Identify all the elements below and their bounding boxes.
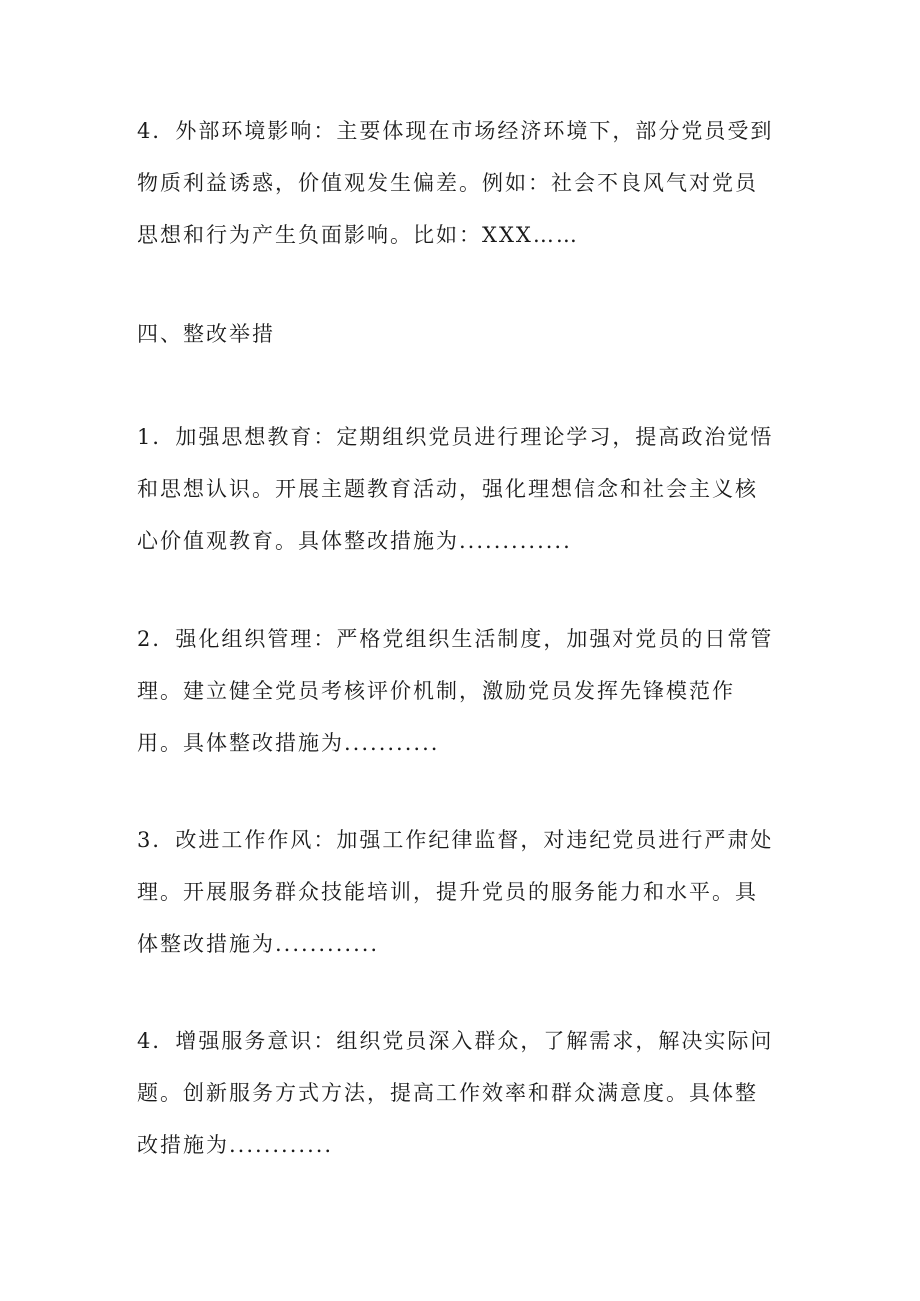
measure-paragraph-4 bbox=[137, 1015, 787, 1171]
paragraph-line: 3．改进工作作风：加强工作纪律监督，对违纪党员进行严肃处 bbox=[137, 828, 774, 852]
paragraph-line: 理。开展服务群众技能培训，提升党员的服务能力和水平。具 bbox=[137, 880, 758, 904]
measure-paragraph-3 bbox=[137, 814, 787, 970]
paragraph-line: 用。具体整改措施为........... bbox=[137, 731, 440, 755]
paragraph-line: 和思想认识。开展主题教育活动，强化理想信念和社会主义核 bbox=[137, 477, 758, 501]
paragraph-line: 理。建立健全党员考核评价机制，激励党员发挥先锋模范作 bbox=[137, 679, 735, 703]
measure-paragraph-2 bbox=[137, 613, 787, 769]
measure-paragraph-1 bbox=[137, 411, 787, 567]
paragraph-line: 4．外部环境影响：主要体现在市场经济环境下，部分党员受到 bbox=[137, 119, 774, 143]
paragraph-line: 2．强化组织管理：严格党组织生活制度，加强对党员的日常管 bbox=[137, 627, 774, 651]
paragraph-external-environment bbox=[137, 105, 787, 261]
paragraph-line: 4．增强服务意识：组织党员深入群众，了解需求，解决实际问 bbox=[137, 1029, 774, 1053]
paragraph-line: 1．加强思想教育：定期组织党员进行理论学习，提高政治觉悟 bbox=[137, 425, 774, 449]
paragraph-line: 心价值观教育。具体整改措施为............. bbox=[137, 529, 572, 553]
paragraph-line: 物质利益诱惑，价值观发生偏差。例如：社会不良风气对党员 bbox=[137, 171, 758, 195]
section-heading: 四、整改举措 bbox=[137, 322, 275, 346]
paragraph-line: 体整改措施为............ bbox=[137, 932, 380, 956]
paragraph-line: 思想和行为产生负面影响。比如：XXX…… bbox=[137, 223, 579, 247]
paragraph-line: 题。创新服务方式方法，提高工作效率和群众满意度。具体整 bbox=[137, 1081, 758, 1105]
paragraph-line: 改措施为............ bbox=[137, 1133, 334, 1157]
